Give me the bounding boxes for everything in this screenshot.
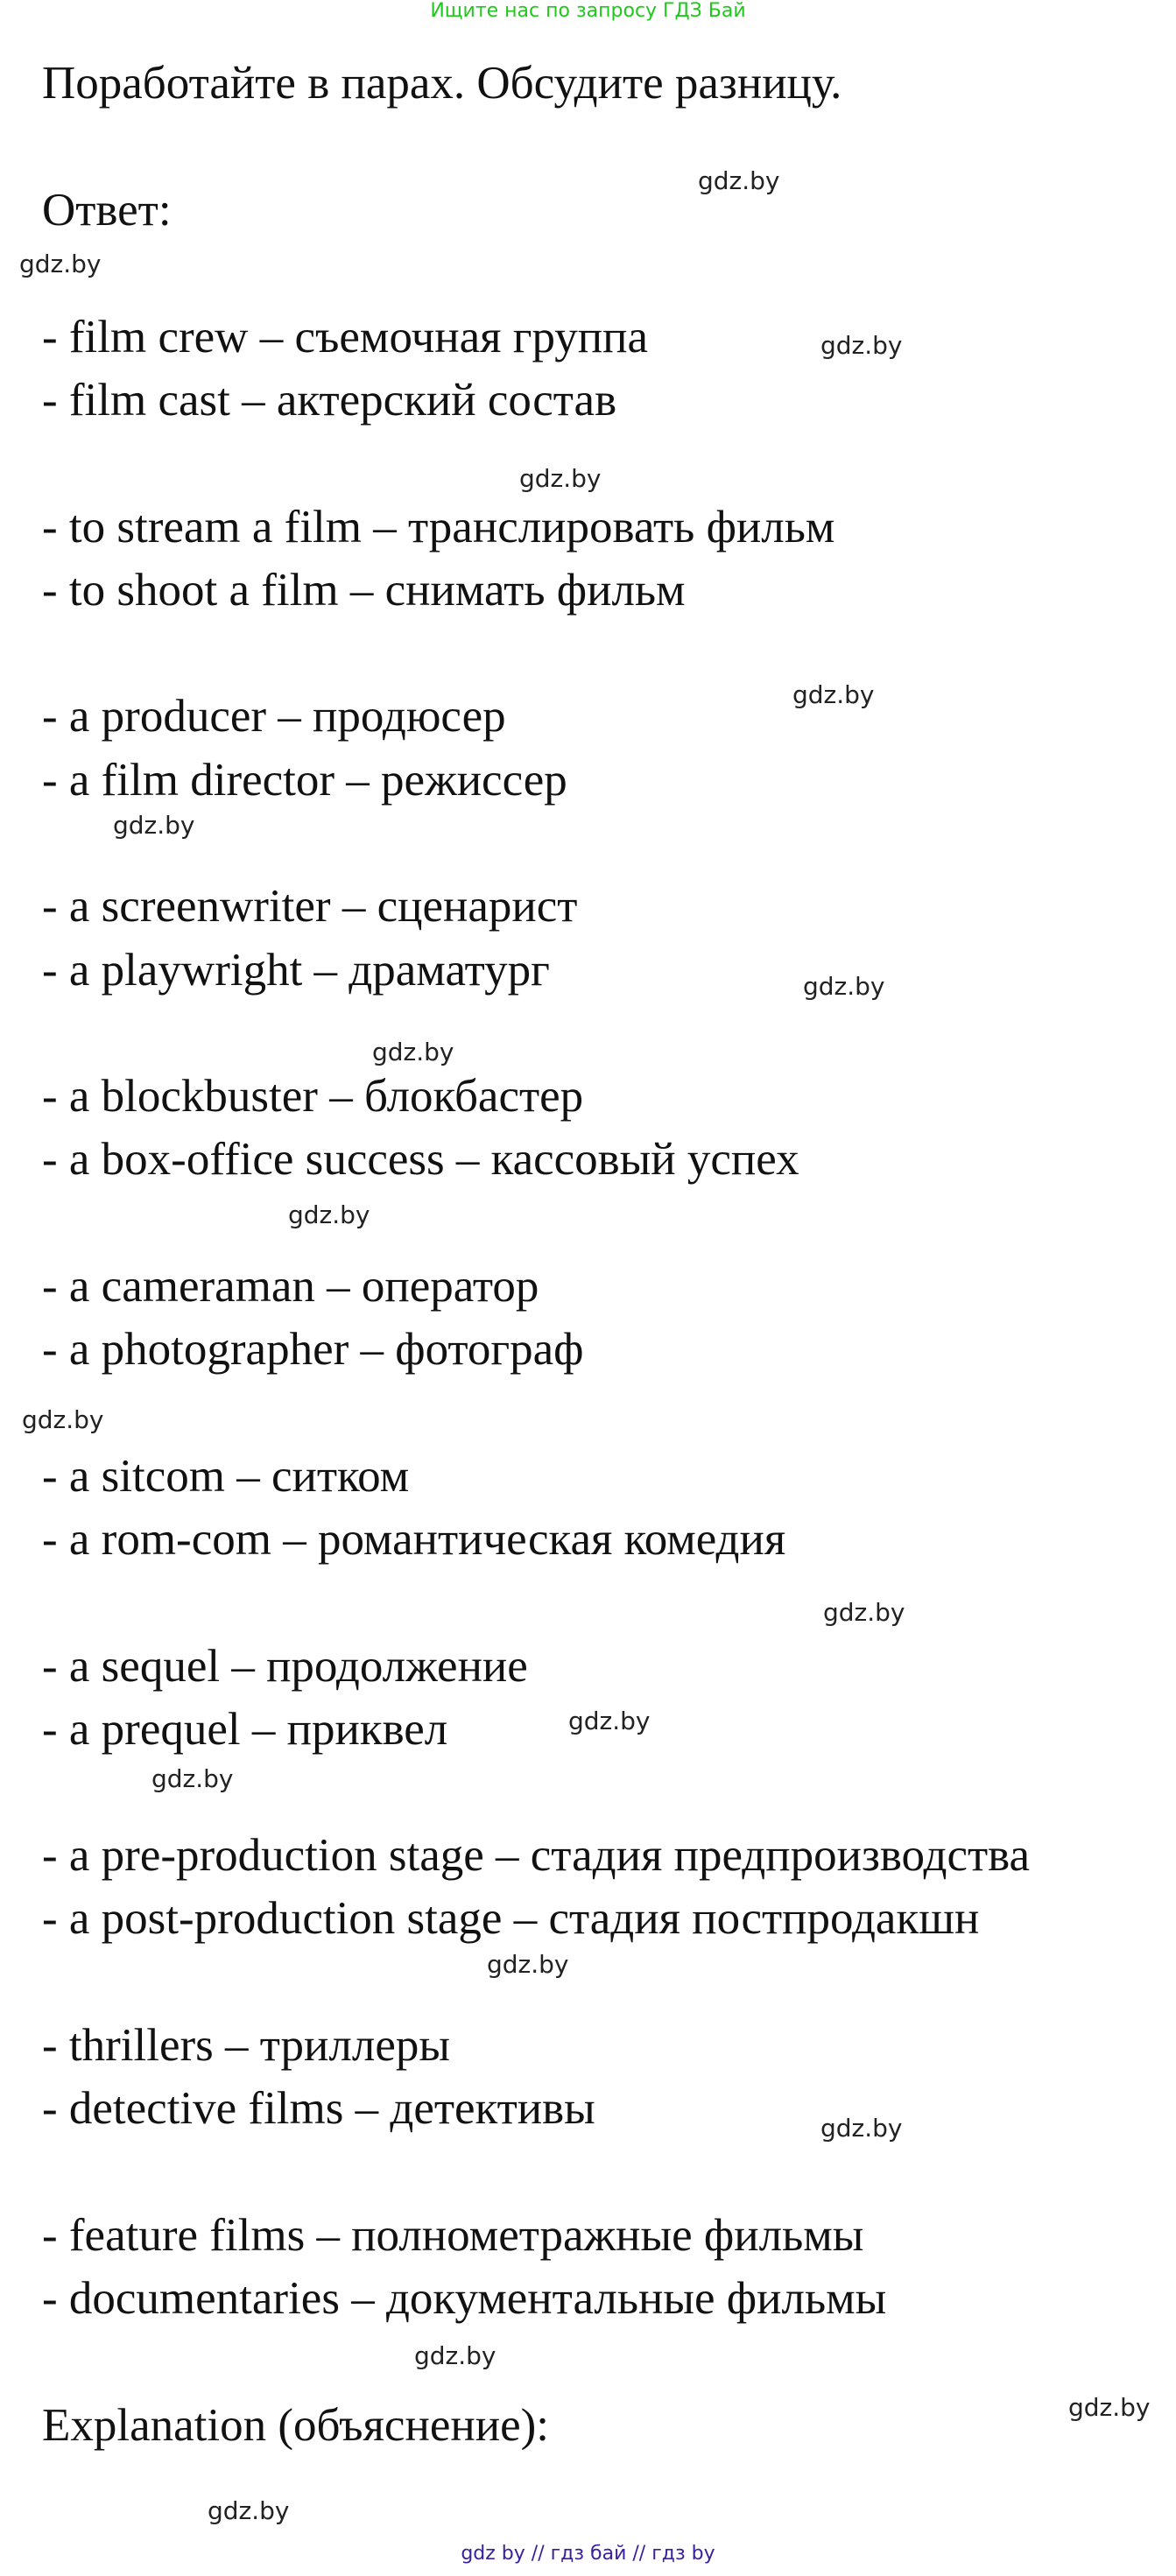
top-banner: Ищите нас по запросу ГДЗ Бай (430, 0, 746, 22)
list-item: - a blockbuster – блокбастер (42, 1071, 584, 1122)
watermark: gdz.by (487, 1950, 569, 1979)
explanation-label: Explanation (объяснение): (42, 2400, 549, 2451)
list-item: - documentaries – документальные фильмы (42, 2273, 887, 2324)
watermark: gdz.by (414, 2341, 496, 2370)
list-item: - detective films – детективы (42, 2083, 595, 2134)
list-item: - a playwright – драматург (42, 945, 550, 996)
watermark: gdz.by (151, 1764, 234, 1793)
list-item: - a pre-production stage – стадия предпроизводства (42, 1830, 1031, 1881)
list-item: - film crew – съемочная группа (42, 312, 649, 362)
watermark: gdz.by (1068, 2393, 1151, 2422)
watermark: gdz.by (113, 811, 195, 840)
list-item: - a screenwriter – сценарист (42, 881, 578, 932)
list-item: - a photographer – фотограф (42, 1324, 584, 1375)
watermark: gdz.by (208, 2496, 290, 2525)
watermark: gdz.by (792, 680, 875, 709)
footer: gdz by // гдз бай // гдз by (461, 2543, 715, 2565)
list-item: - feature films – полнометражные фильмы (42, 2210, 864, 2261)
list-item: - a post-production stage – стадия постпродакшн (42, 1893, 980, 1944)
watermark: gdz.by (698, 166, 780, 195)
list-item: - a producer – продюсер (42, 691, 506, 742)
list-item: - film cast – актерский состав (42, 375, 617, 426)
watermark: gdz.by (22, 1405, 104, 1434)
list-item: - to shoot a film – снимать фильм (42, 565, 686, 616)
list-item: - a rom-com – романтическая комедия (42, 1514, 786, 1565)
watermark: gdz.by (820, 2114, 903, 2143)
list-item: - thrillers – триллеры (42, 2020, 450, 2071)
list-item: - a film director – режиссер (42, 755, 567, 806)
watermark: gdz.by (803, 972, 885, 1001)
answer-label: Ответ: (42, 185, 172, 236)
list-item: - a prequel – приквел (42, 1704, 448, 1755)
watermark: gdz.by (823, 1598, 905, 1627)
list-item: - to stream a film – транслировать фильм (42, 502, 835, 553)
watermark: gdz.by (372, 1038, 454, 1066)
task-heading: Поработайте в парах. Обсудите разницу. (42, 58, 842, 109)
watermark: gdz.by (568, 1707, 651, 1735)
list-item: - a sequel – продолжение (42, 1641, 528, 1692)
list-item: - a cameraman – оператор (42, 1261, 539, 1312)
list-item: - a sitcom – ситком (42, 1451, 410, 1502)
watermark: gdz.by (820, 331, 903, 360)
watermark: gdz.by (519, 464, 602, 493)
list-item: - a box-office success – кассовый успех (42, 1134, 799, 1185)
watermark: gdz.by (19, 250, 102, 278)
watermark: gdz.by (288, 1200, 370, 1229)
